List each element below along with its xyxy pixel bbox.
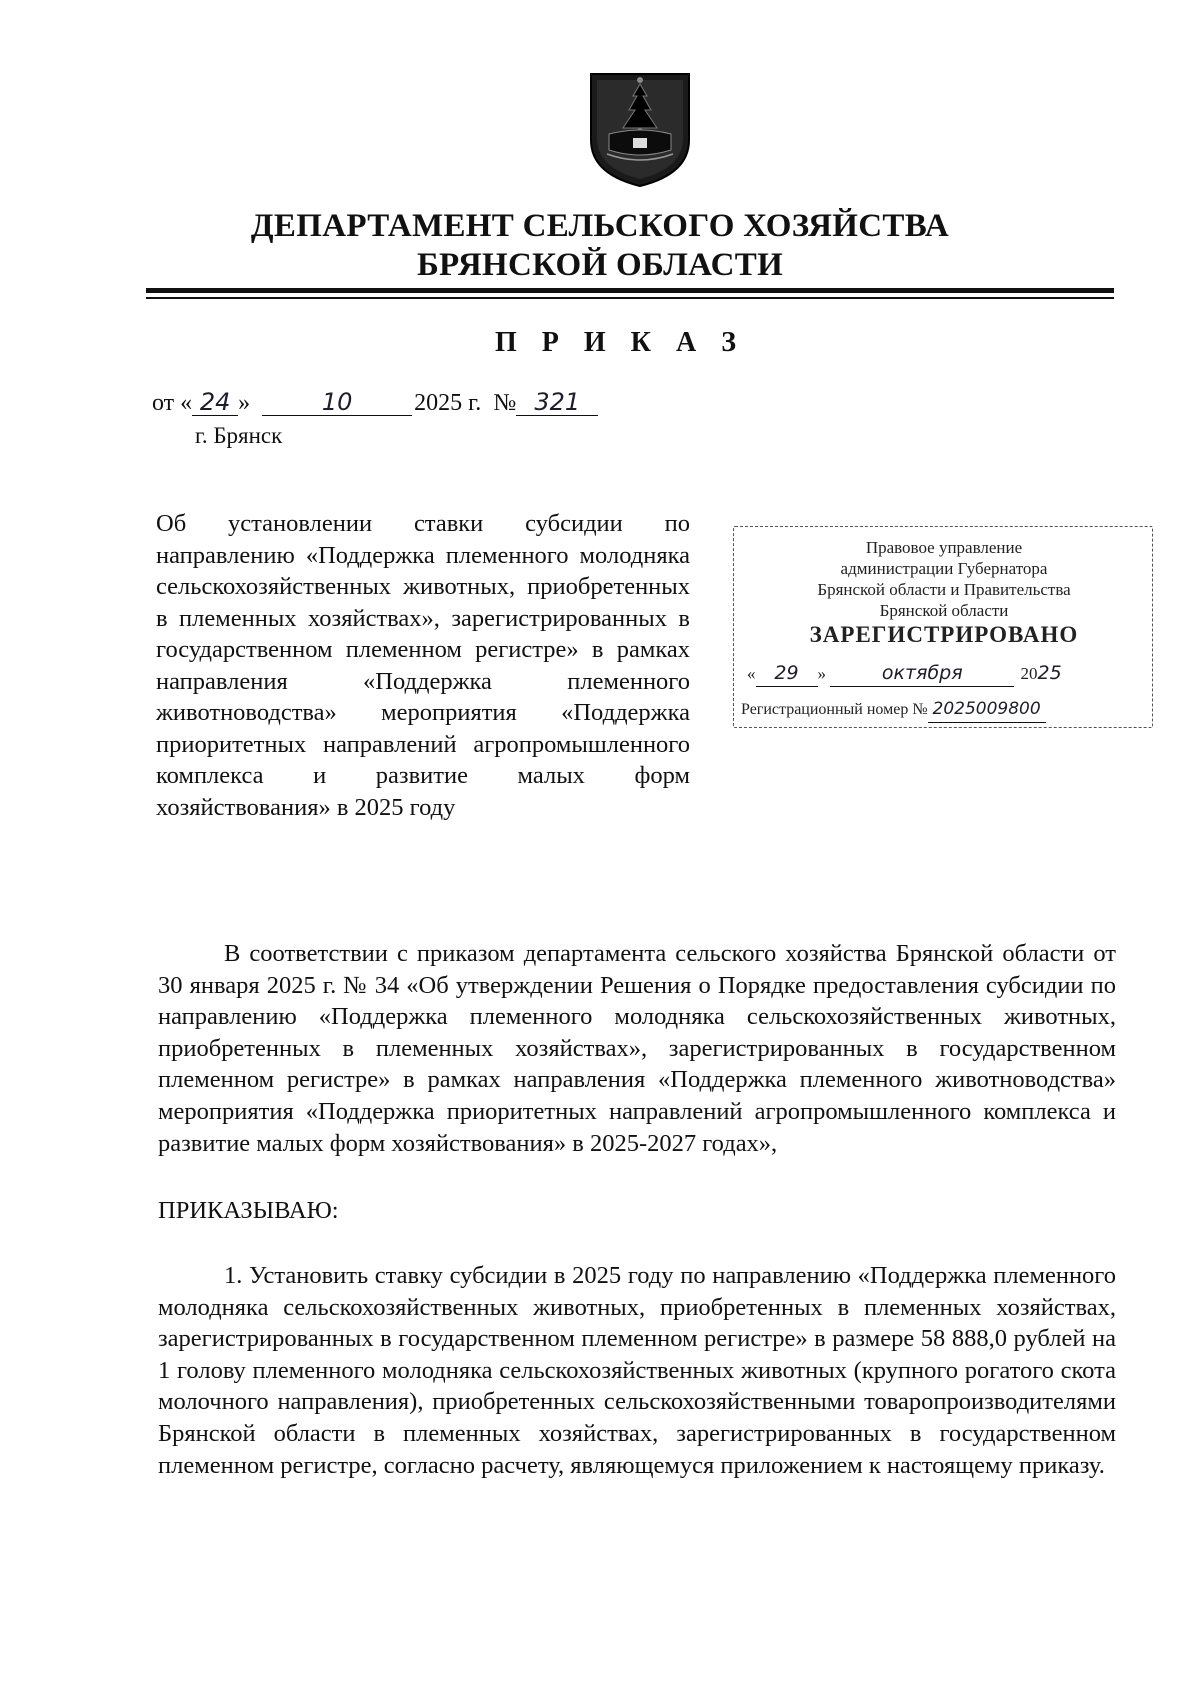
order-title: П Р И К А З [495,327,745,358]
stamp-line2: администрации Губернатора [840,559,1048,578]
registration-stamp [733,526,1155,732]
header-rule-thick [146,288,1114,293]
order-date-line [152,388,598,418]
date-month: 10 [262,389,412,416]
department-name-line2: БРЯНСКОЙ ОБЛАСТИ [416,247,784,283]
stamp-line4: Брянской области [879,601,1009,620]
city: г. Брянск [195,423,283,448]
stamp-registered: ЗАРЕГИСТРИРОВАНО [809,622,1079,647]
stamp-date-open: « [747,664,756,683]
order-subject: Об установлении ставки субсидии по направлению «Поддержка племенного молодняка сельскохозяйственных животных, приобретенных в племенных хозяйствах», зарегистрированных в государственном племенном регистре» в рамках направления «Поддержка племенного животноводства» мероприятия «Поддержка приоритетных направлений агропромышленного комплекса и развитие малых форм хозяйствования» в 2025 году [156,510,690,821]
number-prefix: № [493,390,517,416]
stamp-date-day: 29 [756,660,818,687]
stamp-reg-label: Регистрационный номер № [741,701,928,718]
stamp-reg-number: 2025009800 [928,696,1046,723]
header-rule-thin [146,297,1114,299]
stamp-line1: Правовое управление [865,538,1023,557]
stamp-date-month: октября [830,660,1014,687]
date-year: 2025 г. [414,390,482,416]
stamp-year-prefix: 20 [1020,664,1038,683]
preamble-paragraph: В соответствии с приказом департамента сельского хозяйства Брянской области от 30 января 2025 г. № 34 «Об утверждении Решения о Порядке предоставления субсидии по направлению «Поддержка племенного молодняка сельскохозяйственных животных, приобретенных в племенных хозяйствах», зарегистрированных в государственном племенном регистре» в рамках направления «Поддержка племенного животноводства» мероприятия «Поддержка приоритетных направлений агропромышленного комплекса и развитие малых форм хозяйствования» в 2025-2027 годах», [158,940,1116,1157]
stamp-date-line [747,660,1147,687]
date-prefix: от « [152,390,193,416]
order-number: 321 [516,389,598,416]
stamp-date-close: » [817,664,826,683]
coat-of-arms-emblem [587,70,693,188]
date-day-close: » [238,390,251,416]
stamp-registration-line [741,696,1151,723]
stamp-year-suffix: 25 [1037,662,1062,684]
order-item-1: 1. Установить ставку субсидии в 2025 году по направлению «Поддержка племенного молодняка сельскохозяйственных животных, приобретенных в племенных хозяйствах, зарегистрированных в государственном племенном регистре» в размере 58 888,0 рублей на 1 голову племенного молодняка сельскохозяйственных животных (крупного рогатого скота молочного направления), приобретенных сельскохозяйственными товаропроизводителями Брянской области в племенных хозяйствах, зарегистрированных в государственном племенном регистре, согласно расчету, являющемуся приложением к настоящему приказу. [158,1262,1116,1479]
date-day: 24 [192,389,238,416]
order-directive: ПРИКАЗЫВАЮ: [158,1197,339,1224]
department-name-line1: ДЕПАРТАМЕНТ СЕЛЬСКОГО ХОЗЯЙСТВА [250,208,950,244]
stamp-line3: Брянской области и Правительства [817,580,1071,599]
